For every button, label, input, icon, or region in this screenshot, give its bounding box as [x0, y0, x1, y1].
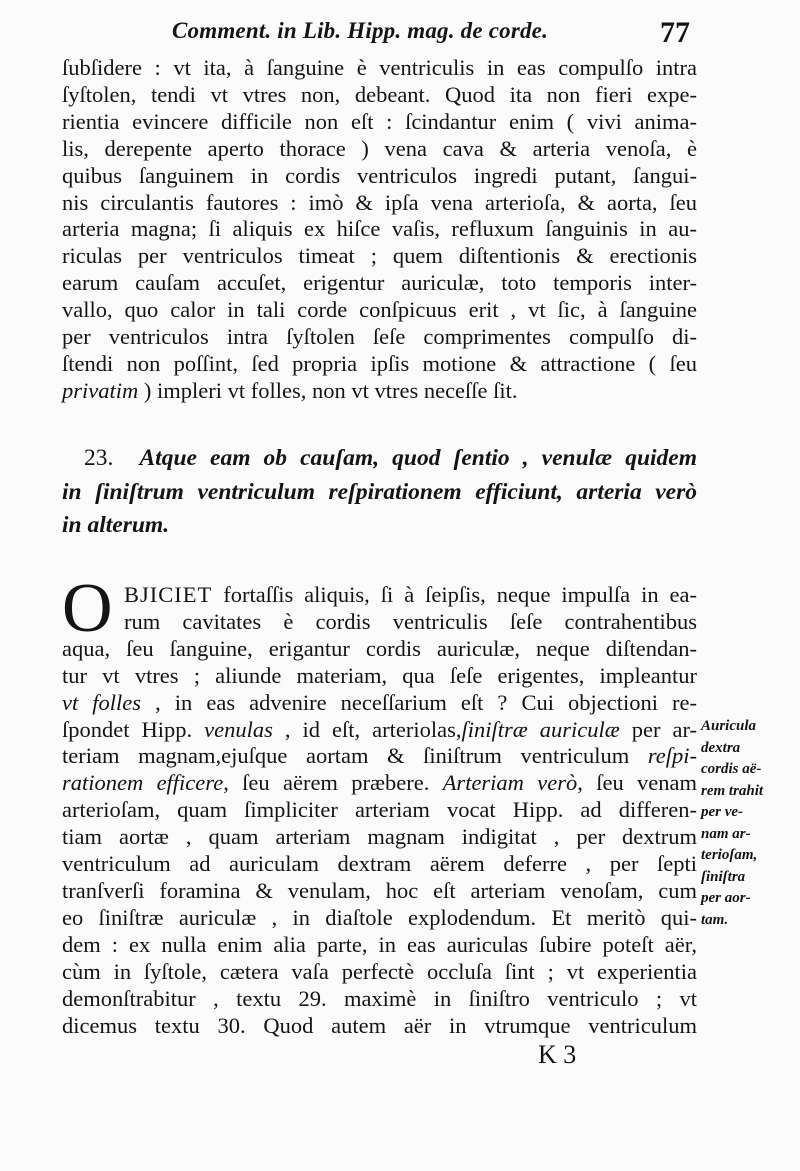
running-head: Comment. in Lib. Hipp. mag. de corde. [172, 18, 549, 43]
page-number: 77 [660, 16, 690, 49]
hippocratic-text-23 [62, 442, 697, 543]
text-fragment: Atque eam ob cauſam, quod ſentio , venulæ quidem [139, 445, 698, 471]
text-line: riculas per ventriculos timeat ; quem diſtentionis & erectionis [62, 243, 697, 269]
signature-mark: K 3 [538, 1040, 577, 1069]
text-line: in alterum. [62, 512, 170, 538]
text-line: tranſverſi foramina & venulam, hoc eſt arteriam venoſam, cum [62, 877, 697, 903]
text-line: tur vt vtres ; aliunde materiam, qua ſeſe erigentes, impleantur [62, 662, 697, 688]
marginal-line: per aor- [701, 890, 751, 906]
text-line: arteria magna; ſi aliquis ex hiſce vaſis, refluxum ſanguinis in au- [62, 216, 697, 242]
text-fragment: ) impleri vt folles, non vt vtres neceſſe ſit. [143, 377, 518, 403]
text-line: tiam aortæ , quam arteriam magnam indigitat , per dextrum [62, 824, 697, 850]
text-line: in ſiniſtrum ventriculum reſpirationem efficiunt, arteria verò [62, 478, 697, 505]
italic-term: vt folles [62, 689, 142, 715]
marginal-line: terioſam, [701, 847, 758, 863]
text-line: cùm in ſyſtole, cætera vaſa perfectè occluſa ſint ; vt experientia [62, 958, 697, 984]
text-line: dem : ex nulla enim alia parte, in eas auriculas ſubire poteſt aër, [62, 931, 697, 957]
text-number: 23. [84, 445, 114, 471]
text-line [62, 743, 697, 770]
marginal-line: Auricula [701, 718, 757, 734]
text-line [62, 582, 697, 609]
italic-term: rationem efficere [62, 770, 224, 796]
drop-cap: O [62, 570, 113, 647]
text-line: dicemus textu 30. Quod autem aër in vtrumque ventriculum [62, 1012, 697, 1038]
italic-term: Arteriam verò [442, 770, 578, 796]
text-line: ſyſtolen, tendi vt vtres non, debeant. Quod ita non fieri expe- [62, 81, 697, 107]
text-line: vallo, quo calor in tali corde conſpicuus erit , vt ſic, à ſanguine [62, 297, 697, 323]
text-fragment: , id eſt, arteriolas, [284, 716, 462, 742]
text-line: ventriculum ad auriculam dextram aërem deferre , per ſepti [62, 851, 697, 877]
text-fragment: ſpondet Hipp. [62, 716, 193, 742]
text-line: aqua, ſeu ſanguine, erigantur cordis auriculæ, neque diſtendan- [62, 635, 697, 661]
text-line: eo ſiniſtræ auriculæ , in diaſtole explodendum. Et meritò qui- [62, 904, 697, 930]
text-fragment: , ſeu aërem præbere. [223, 770, 430, 796]
text-line: per ventriculos intra ſyſtolen ſeſe comprimentes compulſo di- [62, 324, 697, 350]
marginal-line: ſiniſtra [701, 868, 746, 885]
italic-term: venulas [204, 716, 273, 742]
marginal-line: dextra [701, 739, 741, 756]
text-fragment: teriam magnam,ejuſque aortam & ſiniſtrum ventriculum [62, 743, 630, 769]
text-line: rum cavitates è cordis ventriculis ſeſe contrahentibus [124, 608, 697, 634]
text-line [62, 717, 697, 744]
marginal-line: per ve- [701, 804, 744, 820]
marginal-line: cordis aë- [701, 761, 762, 777]
text-fragment: , in eas advenire neceſſarium eſt ? Cui objectioni re- [155, 689, 698, 715]
italic-term: reſpi- [647, 743, 697, 769]
marginal-line: tam. [701, 911, 729, 928]
marginal-line: nam ar- [701, 825, 751, 842]
text-line: ſtendi non poſſint, ſed propria ipſis motione & attractione ( ſeu [62, 350, 697, 376]
text-line: nis circulantis fautores : imò & ipſa vena arterioſa, & aorta, ſeu [62, 189, 697, 215]
text-line: demonſtrabitur , textu 29. maximè in ſiniſtro ventriculo ; vt [62, 985, 697, 1011]
marginal-note [701, 716, 797, 931]
paragraph-1 [62, 55, 697, 405]
marginal-line: rem trahit [701, 782, 764, 799]
italic-term: ſiniſtræ auriculæ [461, 716, 620, 742]
text-fragment: fortaſſis aliquis, ſi à ſeipſis, neque impulſa in ea- [223, 582, 698, 607]
text-line: lis, derepente aperto thorace ) vena cava & arteria venoſa, è [62, 135, 697, 161]
text-line: quibus ſanguinem in cordis ventriculos ingredi putant, ſangui- [62, 162, 697, 188]
text-fragment: , ſeu venam [577, 770, 697, 796]
italic-term: privatim [62, 377, 139, 403]
text-line [62, 378, 697, 405]
paragraph-2 [62, 582, 697, 1039]
text-line [62, 442, 697, 476]
text-line [62, 770, 697, 797]
small-caps-word: BJICIET [124, 582, 213, 607]
text-line: arterioſam, quam ſimpliciter arteriam vocat Hipp. ad differen- [62, 797, 697, 823]
text-line: rientia evincere difficile non eſt : ſcindantur enim ( vivi anima- [62, 108, 697, 134]
text-fragment: per ar- [631, 716, 698, 742]
text-line: ſubſidere : vt ita, à ſanguine è ventriculis in eas compulſo intra [62, 55, 697, 80]
text-line: earum cauſam accuſet, erigentur auriculæ, toto temporis inter- [62, 270, 697, 296]
text-line [62, 690, 697, 717]
